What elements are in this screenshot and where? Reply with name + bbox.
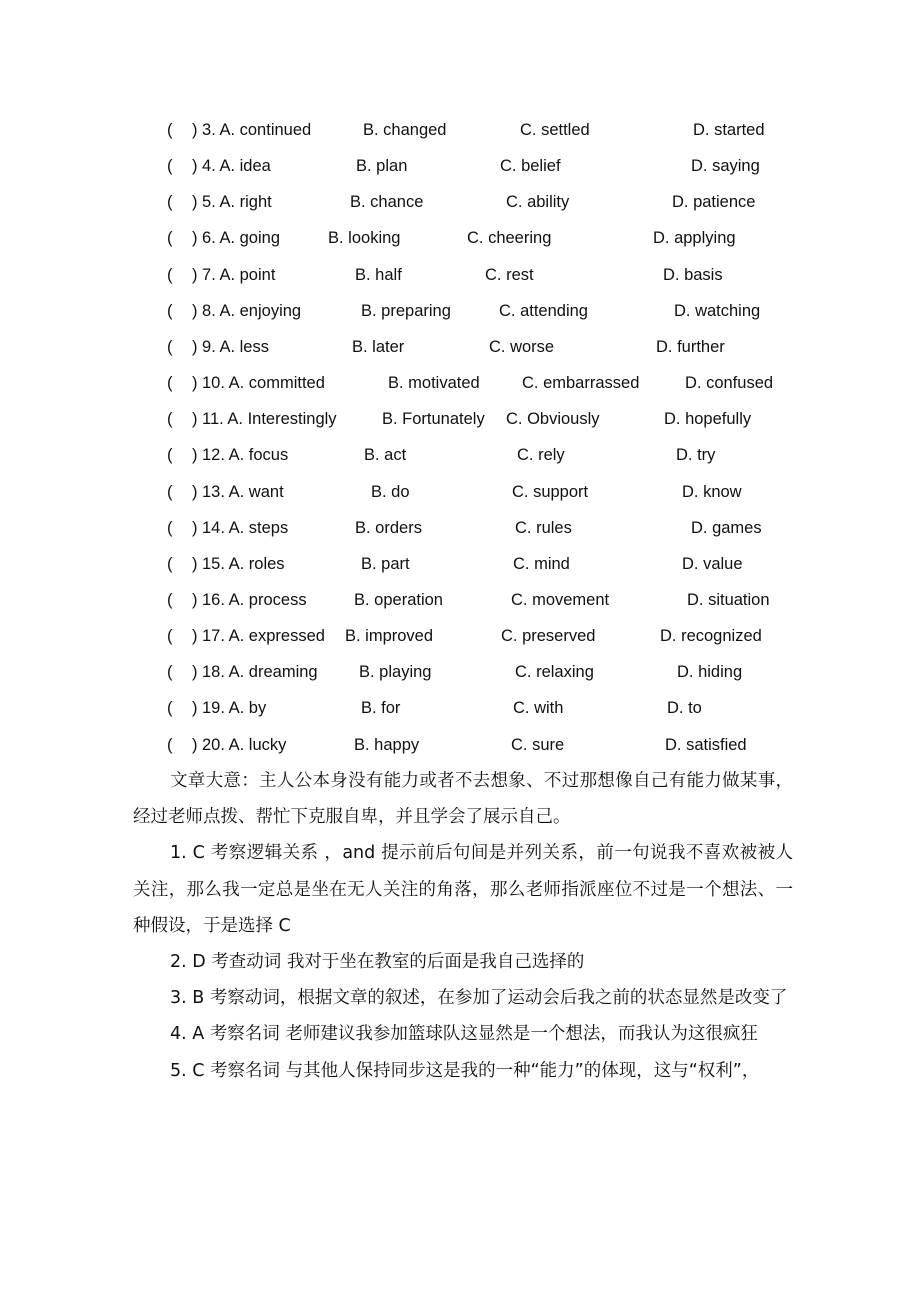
option-c: C. rely — [517, 446, 565, 465]
question-label — [202, 654, 318, 690]
answer-bracket-open: ( — [167, 482, 173, 501]
option-d: D. value — [682, 554, 743, 573]
option-c: C. embarrassed — [522, 374, 640, 393]
question-label — [202, 365, 325, 401]
question-number: 3 — [202, 121, 212, 139]
question-number: 20 — [202, 735, 221, 754]
answer-bracket-close: ) — [192, 627, 198, 646]
option-c: C. Obviously — [506, 410, 600, 429]
option-b: B. preparing — [361, 301, 451, 320]
question-number-dot: . — [220, 482, 229, 501]
option-b: B. improved — [345, 627, 434, 646]
option-c: C. movement — [511, 590, 610, 609]
question-number-dot: . — [220, 699, 229, 718]
option-c: C. rules — [515, 518, 572, 537]
option-b: B. for — [361, 699, 401, 718]
question-number: 12 — [202, 446, 221, 465]
answer-bracket-close: ) — [192, 735, 198, 754]
option-c: C. cheering — [467, 229, 552, 248]
option-a: A. by — [228, 699, 267, 718]
question-number-dot: . — [220, 663, 229, 682]
option-c: C. sure — [511, 735, 565, 754]
explanation-3: 3. B 考察动词，根据文章的叙述，在参加了运动会后我之前的状态显然是改变了 — [170, 988, 788, 1009]
answer-bracket-close: ) — [192, 590, 198, 609]
question-label — [202, 437, 288, 473]
option-d: D. satisfied — [665, 735, 747, 754]
question-label — [202, 546, 285, 582]
option-b: B. plan — [356, 157, 408, 176]
option-a: A. expressed — [228, 627, 325, 646]
question-number-dot: . — [211, 193, 220, 212]
option-a: A. enjoying — [219, 301, 302, 320]
option-d: D. situation — [687, 590, 770, 609]
answer-explanations — [133, 763, 793, 1089]
answer-bracket-open: ( — [167, 590, 173, 609]
question-number: 6 — [202, 229, 212, 248]
question-number: 9 — [202, 337, 212, 356]
question-number: 15 — [202, 554, 221, 573]
answer-bracket-open: ( — [167, 735, 173, 754]
answer-bracket-open: ( — [167, 410, 173, 429]
option-d: D. confused — [685, 374, 774, 393]
question-number-dot: . — [220, 590, 229, 609]
option-d: D. applying — [653, 229, 736, 248]
answer-bracket-close: ) — [192, 482, 198, 501]
answer-bracket-close: ) — [192, 229, 198, 248]
option-b: B. chance — [350, 193, 424, 212]
option-b: B. changed — [363, 121, 447, 139]
answer-bracket-close: ) — [192, 121, 198, 139]
answer-bracket-close: ) — [192, 193, 198, 212]
question-number: 7 — [202, 265, 212, 284]
option-b: B. orders — [355, 518, 422, 537]
option-b: B. motivated — [388, 374, 480, 393]
question-number-dot: . — [220, 735, 229, 754]
option-c: C. with — [513, 699, 564, 718]
explanation-5: 5. C 考察名词 与其他人保持同步这是我的一种“能力”的体现，这与“权利”， — [170, 1060, 760, 1081]
option-a: A. point — [219, 265, 276, 284]
option-d: D. watching — [674, 301, 761, 320]
option-c: C. ability — [506, 193, 570, 212]
question-number: 8 — [202, 301, 212, 320]
option-d: D. know — [682, 482, 742, 501]
question-number: 11 — [202, 410, 220, 429]
option-c: C. mind — [513, 554, 570, 573]
question-label — [202, 618, 325, 654]
question-number-dot: . — [220, 374, 229, 393]
option-c: C. support — [512, 482, 589, 501]
answer-bracket-open: ( — [167, 157, 173, 176]
answer-bracket-open: ( — [167, 265, 173, 284]
answer-bracket-close: ) — [192, 663, 198, 682]
option-c: C. attending — [499, 301, 588, 320]
option-a: A. committed — [228, 374, 325, 393]
option-b: B. happy — [354, 735, 420, 754]
option-a: A. process — [228, 590, 307, 609]
question-number: 14 — [202, 518, 221, 537]
answer-bracket-close: ) — [192, 265, 198, 284]
question-label — [202, 293, 301, 329]
option-a: A. lucky — [228, 735, 287, 754]
question-number-dot: . — [220, 446, 229, 465]
option-d: D. try — [676, 446, 716, 465]
question-number-dot: . — [211, 157, 220, 176]
option-a: A. less — [219, 337, 269, 356]
option-a: A. dreaming — [228, 663, 318, 682]
question-label — [202, 257, 275, 293]
answer-bracket-close: ) — [192, 374, 198, 393]
question-label — [202, 112, 311, 148]
answer-bracket-open: ( — [167, 229, 173, 248]
option-b: B. looking — [328, 229, 401, 248]
question-number-dot: . — [211, 265, 220, 284]
question-number-dot: . — [220, 554, 229, 573]
answer-bracket-close: ) — [192, 699, 198, 718]
answer-bracket-close: ) — [192, 410, 198, 429]
option-c: C. rest — [485, 265, 534, 284]
answer-bracket-open: ( — [167, 374, 173, 393]
question-number-dot: . — [211, 121, 220, 139]
question-number-dot: . — [211, 229, 220, 248]
option-d: D. saying — [691, 157, 760, 176]
answer-bracket-close: ) — [192, 157, 198, 176]
option-d: D. hopefully — [664, 410, 752, 429]
question-label — [202, 582, 307, 618]
option-a: A. roles — [228, 554, 285, 573]
question-label — [202, 184, 272, 220]
option-b: B. Fortunately — [382, 410, 485, 429]
summary-paragraph: 文章大意：主人公本身没有能力或者不去想象、不过那想像自己有能力做某事，经过老师点拨、帮忙下克服自卑，并且学会了展示自己。 — [133, 771, 793, 828]
question-number-dot: . — [211, 337, 220, 356]
question-number: 16 — [202, 590, 221, 609]
option-d: D. further — [656, 337, 725, 356]
option-a: A. continued — [219, 121, 312, 139]
option-c: C. relaxing — [515, 663, 594, 682]
answer-bracket-close: ) — [192, 518, 198, 537]
answer-bracket-open: ( — [167, 193, 173, 212]
question-label — [202, 474, 284, 510]
option-d: D. recognized — [660, 627, 762, 646]
answer-bracket-open: ( — [167, 446, 173, 465]
question-label — [202, 148, 271, 184]
option-d: D. to — [667, 699, 702, 718]
answer-bracket-open: ( — [167, 518, 173, 537]
option-a: A. steps — [228, 518, 289, 537]
option-b: B. half — [355, 265, 402, 284]
option-a: A. want — [228, 482, 284, 501]
option-b: B. playing — [359, 663, 432, 682]
option-c: C. preserved — [501, 627, 596, 646]
option-c: C. worse — [489, 337, 555, 356]
question-number: 19 — [202, 699, 221, 718]
option-d: D. basis — [663, 265, 723, 284]
option-b: B. later — [352, 337, 405, 356]
option-a: A. idea — [219, 157, 271, 176]
question-number: 18 — [202, 663, 221, 682]
answer-bracket-close: ) — [192, 337, 198, 356]
explanation-2: 2. D 考查动词 我对于坐在教室的后面是我自己选择的 — [170, 952, 585, 973]
option-a: A. going — [219, 229, 280, 248]
question-number: 10 — [202, 374, 221, 393]
question-label — [202, 510, 288, 546]
answer-bracket-open: ( — [167, 699, 173, 718]
answer-bracket-close: ) — [192, 301, 198, 320]
option-b: B. act — [364, 446, 407, 465]
answer-bracket-open: ( — [167, 627, 173, 646]
option-d: D. started — [693, 121, 765, 139]
answer-bracket-close: ) — [192, 446, 198, 465]
explanation-4: 4. A 考察名词 老师建议我参加篮球队这显然是一个想法，而我认为这很疯狂 — [170, 1024, 758, 1045]
question-number: 5 — [202, 193, 212, 212]
option-a: A. Interestingly — [227, 410, 337, 429]
question-number-dot: . — [220, 627, 229, 646]
answer-bracket-open: ( — [167, 121, 173, 139]
option-b: B. part — [361, 554, 410, 573]
answer-bracket-open: ( — [167, 337, 173, 356]
answer-bracket-open: ( — [167, 663, 173, 682]
option-d: D. patience — [672, 193, 756, 212]
question-number: 4 — [202, 157, 212, 176]
option-d: D. hiding — [677, 663, 743, 682]
answer-bracket-open: ( — [167, 301, 173, 320]
question-label — [202, 727, 286, 763]
question-label — [202, 401, 337, 437]
option-a: A. right — [219, 193, 272, 212]
answer-bracket-open: ( — [167, 554, 173, 573]
question-number-dot: . — [220, 518, 229, 537]
option-b: B. do — [371, 482, 410, 501]
explanation-1: 1. C 考察逻辑关系 ，and 提示前后句间是并列关系，前一句说我不喜欢被被人关注，那么我一定总是坐在无人关注的角落，那么老师指派座位不过是一个想法、一种假设，于是选择 C — [133, 843, 793, 936]
answer-bracket-close: ) — [192, 554, 198, 573]
question-number-dot: . — [211, 301, 220, 320]
question-number-dot: . — [219, 410, 228, 429]
question-number: 17 — [202, 627, 221, 646]
question-label — [202, 329, 269, 365]
option-c: C. belief — [500, 157, 561, 176]
option-c: C. settled — [520, 121, 590, 139]
option-a: A. focus — [228, 446, 289, 465]
question-label — [202, 220, 280, 256]
option-b: B. operation — [354, 590, 443, 609]
question-label — [202, 690, 266, 726]
option-d: D. games — [691, 518, 762, 537]
question-number: 13 — [202, 482, 221, 501]
